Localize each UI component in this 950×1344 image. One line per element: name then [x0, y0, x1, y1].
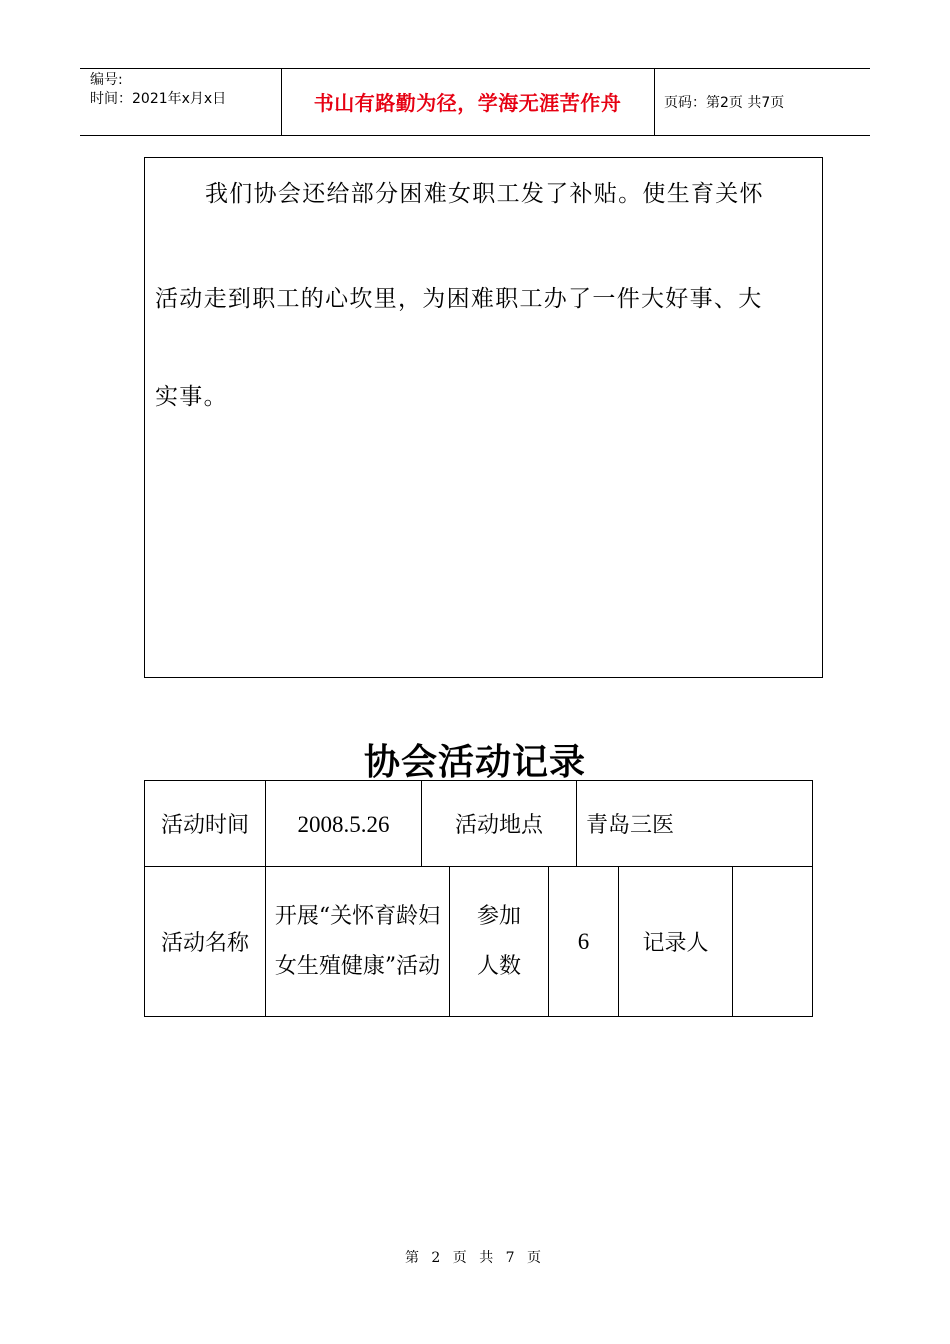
header-bottom-rule	[80, 135, 870, 136]
cell-recorder-label	[618, 866, 733, 1017]
footer-page-number: 第 2 页 共 7 页	[404, 1250, 546, 1266]
header-number-label: 编号:	[90, 72, 123, 88]
name-label-text: 活动名称	[160, 931, 249, 956]
cell-place-label	[421, 780, 577, 867]
header-page-info: 页码：第2页 共7页	[664, 94, 785, 111]
text-line-1: 我们协会还给部分困难女职工发了补贴。使生育关怀	[205, 181, 764, 207]
header-meta	[90, 71, 226, 109]
participants-label-text: 参加人数	[476, 903, 521, 979]
record-table	[144, 780, 813, 1016]
cell-participants-value	[548, 866, 619, 1017]
place-label-text: 活动地点	[454, 813, 543, 838]
time-value-text: 2008.5.26	[297, 812, 390, 837]
header-motto: 书山有路勤为径，学海无涯苦作舟	[313, 91, 622, 115]
header-separator-right	[654, 68, 655, 135]
cell-participants-label	[449, 866, 549, 1017]
cell-time-value	[265, 780, 422, 867]
header-time-label: 时间：2021年x月x日	[90, 91, 227, 107]
place-value-text: 青岛三医	[586, 813, 675, 838]
time-label-text: 活动时间	[160, 813, 249, 838]
cell-name-label	[144, 866, 266, 1017]
section-title: 协会活动记录	[363, 741, 586, 783]
recorder-label-text: 记录人	[642, 931, 709, 956]
text-box	[144, 157, 823, 678]
cell-name-value	[265, 866, 450, 1017]
name-value-text: 开展“关怀育龄妇女生殖健康”活动	[274, 903, 441, 979]
text-line-2: 活动走到职工的心坎里，为困难职工办了一件大好事、大	[155, 286, 763, 312]
text-paragraph	[155, 166, 817, 410]
text-line-3: 实事。	[155, 384, 228, 410]
cell-recorder-value[interactable]	[732, 866, 813, 1017]
cell-time-label	[144, 780, 266, 867]
cell-place-value	[576, 780, 813, 867]
participants-value-text: 6	[577, 928, 590, 954]
